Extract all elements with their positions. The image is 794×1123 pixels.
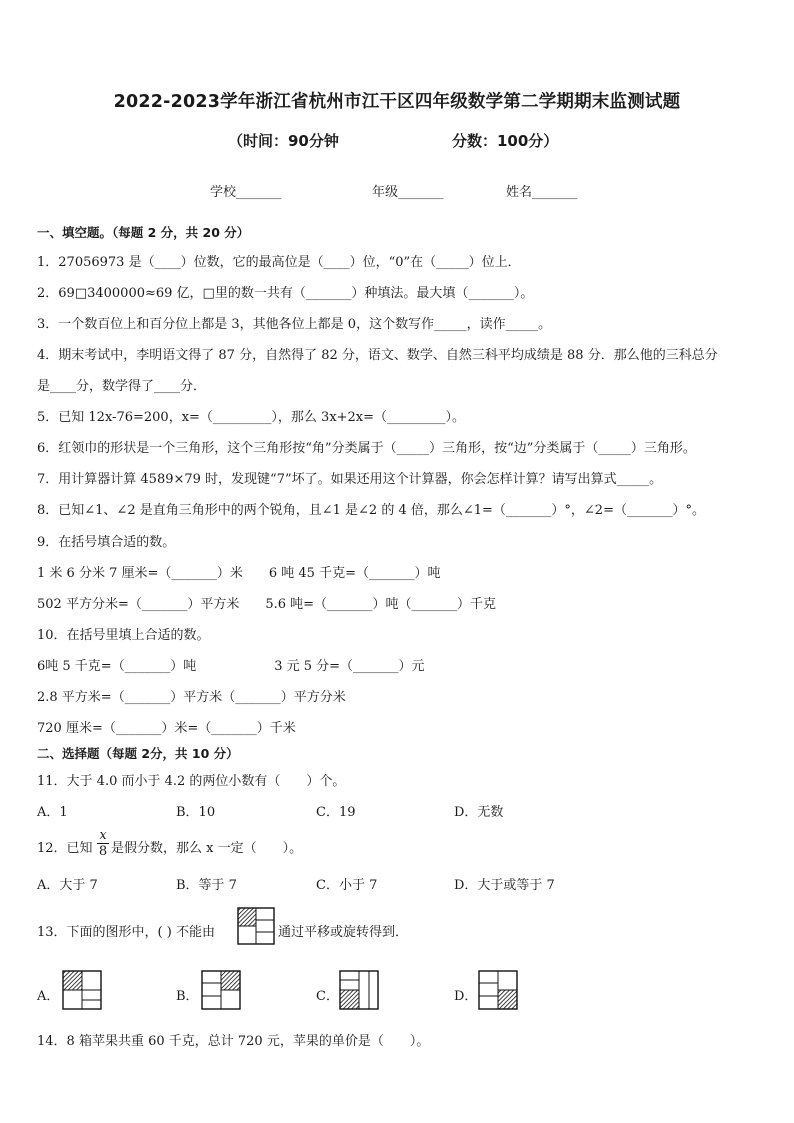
name-field[interactable]: 姓名_______ xyxy=(506,185,578,200)
question-13-suffix: 通过平移或旋转得到． xyxy=(278,925,409,940)
section1-heading: 一、填空题。（每题 2 分，共 20 分） xyxy=(37,225,250,240)
grade-field[interactable]: 年级_______ xyxy=(372,185,444,200)
question-10-line-2: 2.8 平方米=（_______）平方米（_______）平方分米 xyxy=(37,690,346,705)
question-5: 5．已知 12x-76=200，x=（_________），那么 3x+2x=（_________）。 xyxy=(37,410,466,425)
question-9-line-2: 502 平方分米=（_______）平方米 5.6 吨=（_______）吨（_______）千克 xyxy=(37,597,497,612)
question-4: 4．期末考试中，李明语文得了 87 分，自然得了 82 分，语文、数学、自然三科平均成绩是 88 分．那么他的三科总分 xyxy=(37,348,718,363)
question-10-line-3: 720 厘米=（_______）米=（_______）千米 xyxy=(37,721,296,736)
question-9: 9．在括号填合适的数。 xyxy=(37,535,176,550)
question-3: 3．一个数百位上和百分位上都是 3，其他各位上都是 0，这个数写作_____，读作_____。 xyxy=(37,317,552,332)
question-10: 10．在括号里填上合适的数。 xyxy=(37,628,210,643)
fraction-x-over-8 xyxy=(97,828,109,859)
option-a-figure[interactable] xyxy=(62,970,102,1010)
option-c-figure[interactable] xyxy=(339,970,379,1010)
exam-title: 2022-2023学年浙江省杭州市江干区四年级数学第二学期期末监测试题 xyxy=(113,92,681,112)
fraction-denominator: 8 xyxy=(98,844,108,859)
fraction-numerator: x xyxy=(99,828,107,843)
exam-time: （时间：90分钟 xyxy=(228,132,339,150)
question-7: 7．用计算器计算 4589×79 时，发现键“7”坏了。如果还用这个计算器，你会怎样计算？请写出算式_____。 xyxy=(37,472,663,487)
q13-option-a[interactable]: A． xyxy=(37,989,60,1004)
q11-option-d[interactable]: D．无数 xyxy=(454,805,504,820)
q12-option-c[interactable]: C．小于 7 xyxy=(316,878,378,893)
question-11: 11．大于 4.0 而小于 4.2 的两位小数有（ ）个。 xyxy=(37,774,346,789)
school-field[interactable]: 学校_______ xyxy=(210,185,282,200)
question-12-prefix: 12．已知 xyxy=(37,841,93,856)
question-4-continued: 是____分，数学得了____分． xyxy=(37,379,207,394)
reference-figure xyxy=(237,907,275,945)
question-14: 14．8 箱苹果共重 60 千克，总计 720 元，苹果的单价是（ ）。 xyxy=(37,1034,430,1049)
q12-option-a[interactable]: A．大于 7 xyxy=(37,878,98,893)
question-13-prefix: 13．下面的图形中，( ) 不能由 xyxy=(37,925,215,940)
question-9-line-1: 1 米 6 分米 7 厘米=（_______）米 6 吨 45 千克=（_______）吨 xyxy=(37,566,441,581)
q12-option-d[interactable]: D．大于或等于 7 xyxy=(454,878,555,893)
section2-heading: 二、选择题（每题 2分，共 10 分） xyxy=(37,746,239,761)
q13-option-d[interactable]: D． xyxy=(454,989,478,1004)
question-10-line-1: 6吨 5 千克=（_______）吨 3 元 5 分=（_______）元 xyxy=(37,659,425,674)
q11-option-b[interactable]: B．10 xyxy=(176,805,216,820)
q11-option-a[interactable]: A．1 xyxy=(37,805,68,820)
question-2: 2．69□3400000≈69 亿，□里的数一共有（_______）种填法。最大填（_______）。 xyxy=(37,286,534,301)
question-8: 8．已知∠1、∠2 是直角三角形中的两个锐角，且∠1 是∠2 的 4 倍，那么∠1=（_______）°，∠2=（_______）°。 xyxy=(37,503,705,518)
q13-option-c[interactable]: C． xyxy=(316,989,339,1004)
question-1: 1．27056973 是（____）位数，它的最高位是（____）位，“0”在（_____）位上． xyxy=(37,255,521,270)
option-b-figure[interactable] xyxy=(201,970,241,1010)
question-12-suffix: 是假分数，那么 x 一定（ ）。 xyxy=(111,841,303,856)
q13-option-b[interactable]: B． xyxy=(176,989,199,1004)
exam-score: 分数：100分） xyxy=(452,132,559,150)
q12-option-b[interactable]: B．等于 7 xyxy=(176,878,237,893)
question-6: 6．红领巾的形状是一个三角形，这个三角形按“角”分类属于（_____）三角形，按“边”分类属于（_____）三角形。 xyxy=(37,441,696,456)
option-d-figure[interactable] xyxy=(478,970,518,1010)
q11-option-c[interactable]: C．19 xyxy=(316,805,356,820)
